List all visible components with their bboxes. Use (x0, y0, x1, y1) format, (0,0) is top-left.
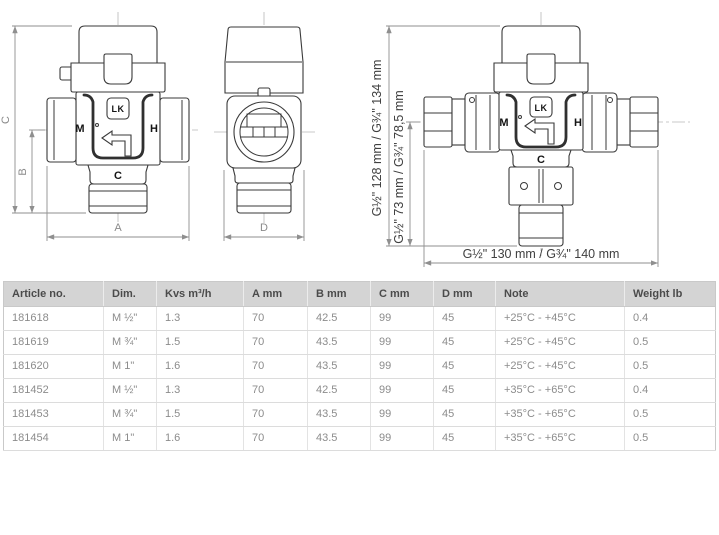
spec-table (3, 281, 716, 451)
column-header-article-no: Article no. (4, 282, 104, 307)
dim-label-b: B (17, 168, 29, 176)
cell-d: 45 (434, 427, 496, 451)
cell-article-no: 181454 (4, 427, 104, 451)
cell-article-no: 181620 (4, 355, 104, 379)
cell-weight: 0.5 (625, 331, 716, 355)
cell-article-no: 181618 (4, 307, 104, 331)
cell-dim: M 1" (104, 427, 157, 451)
cell-weight: 0.5 (625, 403, 716, 427)
column-header-kvs: Kvs m³/h (157, 282, 244, 307)
cell-a: 70 (244, 331, 308, 355)
column-header-b-mm: B mm (308, 282, 371, 307)
cell-b: 43.5 (308, 403, 371, 427)
cell-dim: M 1" (104, 355, 157, 379)
bottom-port (88, 165, 148, 213)
table-header-row (4, 282, 716, 307)
cell-note: +25°C - +45°C (496, 331, 625, 355)
cell-article-no: 181453 (4, 403, 104, 427)
dim-label-d: D (260, 222, 268, 234)
label-h-port: H (574, 117, 582, 129)
cell-b: 43.5 (308, 427, 371, 451)
cell-kvs: 1.3 (157, 379, 244, 403)
column-header-note: Note (496, 282, 625, 307)
cell-dim: M ½" (104, 307, 157, 331)
cell-a: 70 (244, 355, 308, 379)
port-right (160, 98, 189, 162)
cell-b: 43.5 (308, 331, 371, 355)
thermostat-head-side (225, 27, 303, 93)
cell-d: 45 (434, 331, 496, 355)
dim-label-c: C (0, 116, 12, 124)
table-row (4, 403, 716, 427)
union-face (227, 88, 301, 168)
cell-dim: M ¾" (104, 331, 157, 355)
bottom-port-side (233, 168, 295, 213)
lk-logo-text: LK (534, 103, 548, 113)
cell-kvs: 1.6 (157, 427, 244, 451)
column-header-d-mm: D mm (434, 282, 496, 307)
cell-b: 42.5 (308, 307, 371, 331)
table-row (4, 379, 716, 403)
dim-width-total-label: G½" 130 mm / G¾" 140 mm (462, 247, 620, 261)
lk-logo-text: LK (111, 104, 125, 114)
table-row (4, 307, 716, 331)
cell-b: 43.5 (308, 355, 371, 379)
cell-note: +35°C - +65°C (496, 427, 625, 451)
cell-c: 99 (371, 379, 434, 403)
dim-height-total-label: G½" 128 mm / G¾" 134 mm (370, 59, 384, 217)
label-m-port: M (75, 123, 85, 135)
cell-kvs: 1.6 (157, 355, 244, 379)
valve-front-view (0, 12, 198, 241)
cell-note: +35°C - +65°C (496, 403, 625, 427)
port-left (47, 98, 76, 162)
cell-c: 99 (371, 427, 434, 451)
cell-c: 99 (371, 331, 434, 355)
cell-kvs: 1.3 (157, 307, 244, 331)
column-header-weight: Weight lb (625, 282, 716, 307)
cell-a: 70 (244, 403, 308, 427)
cell-weight: 0.5 (625, 355, 716, 379)
label-h-port: H (150, 123, 158, 135)
cell-a: 70 (244, 427, 308, 451)
cell-article-no: 181452 (4, 379, 104, 403)
valve-body-union (499, 92, 583, 150)
table-row (4, 427, 716, 451)
column-header-a-mm: A mm (244, 282, 308, 307)
label-c-port: C (114, 170, 122, 182)
thermostat-head (60, 26, 165, 92)
cell-note: +25°C - +45°C (496, 355, 625, 379)
cell-d: 45 (434, 379, 496, 403)
cell-dim: M ½" (104, 379, 157, 403)
thermostat-head-union (494, 26, 588, 92)
pipe-left (424, 97, 452, 147)
cell-dim: M ¾" (104, 403, 157, 427)
cell-c: 99 (371, 355, 434, 379)
cell-a: 70 (244, 307, 308, 331)
cell-d: 45 (434, 355, 496, 379)
table-row (4, 355, 716, 379)
cell-article-no: 181619 (4, 331, 104, 355)
valve-union-view (370, 12, 690, 267)
cell-c: 99 (371, 307, 434, 331)
valve-side-view (214, 12, 316, 241)
table-row (4, 331, 716, 355)
bottom-port-union (509, 150, 573, 246)
cell-c: 99 (371, 403, 434, 427)
dim-label-a: A (114, 222, 122, 234)
column-header-c-mm: C mm (371, 282, 434, 307)
column-header-dim: Dim. (104, 282, 157, 307)
cell-d: 45 (434, 307, 496, 331)
cell-note: +25°C - +45°C (496, 307, 625, 331)
cell-a: 70 (244, 379, 308, 403)
label-m-port: M (499, 117, 509, 129)
cell-kvs: 1.5 (157, 331, 244, 355)
dim-height-lower-label: G½" 73 mm / G¾" 78,5 mm (392, 90, 406, 244)
valve-body (47, 92, 189, 165)
cell-note: +35°C - +65°C (496, 379, 625, 403)
pipe-right (630, 97, 658, 147)
label-c-port: C (537, 154, 545, 166)
cell-weight: 0.4 (625, 379, 716, 403)
cell-kvs: 1.5 (157, 403, 244, 427)
cell-d: 45 (434, 403, 496, 427)
cell-weight: 0.5 (625, 427, 716, 451)
cell-b: 42.5 (308, 379, 371, 403)
cell-weight: 0.4 (625, 307, 716, 331)
